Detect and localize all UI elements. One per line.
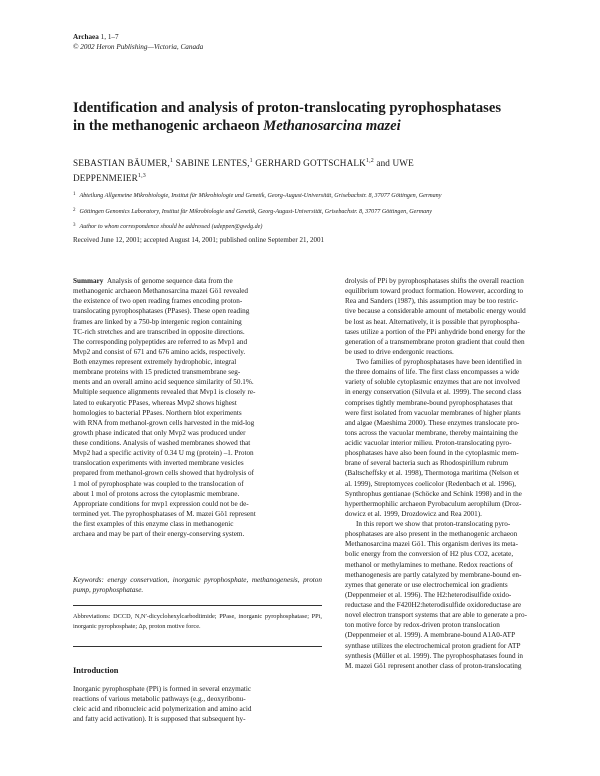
right-column	[345, 276, 594, 671]
abstract-line: Mvp2 had a specific activity of 0.34 U mg (protein) –1. Proton	[73, 449, 254, 458]
col2-line: phosphatases are also present in the methanogenic archaeon	[345, 530, 518, 539]
abbreviations: Abbreviations: DCCD, N,N′-dicyclohexylcarbodiimide; PPase, inorganic pyrophosphatase; PPi, inorganic pyrophosphate; Δp, proton motive force.	[73, 613, 322, 630]
title-line-1: Identification and analysis of proton-translocating pyrophosphatases	[73, 100, 502, 116]
col2-line: Synthrophus gentianae (Schöcke and Schink 1998) and in the	[345, 489, 522, 498]
journal-copyright: © 2002 Heron Publishing—Victoria, Canada	[73, 42, 204, 51]
col2-line: (Deppenmeier et al. 1999). A membrane-bound A1A0-ATP	[345, 631, 516, 640]
abstract-line: Mvp2 and consist of 671 and 676 amino acids, respectively.	[73, 347, 246, 356]
col2-line: tive because a considerable amount of metabolic energy would	[345, 307, 526, 316]
author-4-affil: 1,3	[137, 173, 146, 180]
col2-line: tons across the vacuolar membrane, thereby maintaining the	[345, 428, 518, 437]
col2-line: be lost as heat. Alternatively, it is possible that pyrophospha-	[345, 317, 520, 326]
col2-line: drolysis of PPi by pyrophosphatases shifts the overall reaction	[345, 277, 524, 285]
col2-line: zymes that generate or use electrochemical ion gradients	[345, 580, 508, 589]
affiliation-3	[73, 219, 543, 235]
col2-line: equilibrium toward product formation. However, according to	[345, 287, 524, 296]
author-3-affil: 1,2	[365, 158, 374, 164]
intro-line: cleic acid and ribonucleic acid polymerization and amino acid	[73, 705, 252, 714]
affiliation-3-mark: 3	[73, 223, 76, 229]
col2-line: in energy conservation (Silvula et al. 1999). The second class	[345, 388, 522, 397]
col2-line: al. 1999), Streptomyces coelicolor (Redenbach et al. 1996),	[345, 479, 517, 488]
col2-line: Two families of pyrophosphatases have been identified in	[356, 358, 522, 366]
abstract-line	[73, 276, 322, 286]
intro-line: and fatty acid activation). It is supposed that subsequent hy-	[73, 715, 246, 724]
abstract-line: these conditions. Analysis of washed membranes showed that	[73, 439, 251, 447]
affiliations	[73, 188, 543, 235]
affiliation-1	[73, 188, 543, 204]
paper-title	[73, 99, 533, 135]
divider-rule	[73, 646, 322, 647]
abstract-line: ments and an overall amino acid sequence similarity of 50.1%.	[73, 378, 254, 387]
col2-line: M. mazei Gö1 represent another class of proton-translocating	[345, 661, 522, 670]
introduction-text	[73, 684, 322, 725]
author-1: SEBASTIAN BÄUMER,	[73, 158, 170, 169]
col2-line: (Baltscheffsky et al. 1998), Thermotoga maritima (Nelson et	[345, 469, 519, 478]
abstract	[73, 276, 322, 539]
abstract-heading: Summary	[73, 277, 104, 285]
affiliation-2	[73, 204, 543, 220]
col2-line: reductase and the F420H2:heterodisulfide oxidoreductase are	[345, 601, 522, 609]
journal-header	[73, 33, 203, 52]
affiliation-2-mark: 2	[73, 207, 76, 213]
abstract-line: termined yet. The pyrophosphatases of M. mazei Gö1 represent	[73, 509, 256, 518]
abstract-line: with RNA from methanol-grown cells harvested in the mid-log	[73, 418, 255, 427]
col2-line: and algae (Maeshima 2000). These enzymes translocate pro-	[345, 418, 520, 427]
affiliation-3-text: Author to whom correspondence should be addressed (udeppen@gwdg.de)	[79, 224, 263, 231]
abstract-line: growth phase indicated that only Mvp2 was produced under	[73, 428, 246, 437]
author-2-affil: 1	[249, 158, 253, 164]
col2-line: methanogenesis are partly catalyzed by membrane-bound en-	[345, 570, 522, 579]
abstract-line: membrane proteins with 15 predicted transmembrane seg-	[73, 368, 241, 377]
affiliation-1-text: Abteilung Allgemeine Mikrobiologie, Institut für Mikrobiologie und Genetik, Georg-August-Universität, Grisebachstr. 8, 37077 Göttingen, Germany	[79, 193, 442, 199]
intro-line: Inorganic pyrophosphate (PPi) is formed in several enzymatic	[73, 685, 252, 693]
abstract-line: methanogenic archaeon Methanosarcina mazei Gö1 revealed	[73, 287, 249, 296]
author-4-part: and UWE	[373, 158, 414, 169]
abstract-line: prepared from methanol-grown cells showed that hydrolysis of	[73, 469, 255, 478]
col2-line: Methanosarcina mazei Gö1. This organism derives its meta-	[345, 540, 518, 549]
abstract-line: homologies to bacterial PPases. Northern blot experiments	[73, 408, 242, 417]
abstract-line: translocation experiments with inverted membrane vesicles	[73, 459, 244, 468]
abstract-line: archaea and may be part of their energy-conserving system.	[73, 530, 245, 539]
abstract-line: translocating pyrophosphatases (PPases). These open reading	[73, 307, 250, 316]
abstract-line: about 1 mol of protons across the cytoplasmic membrane.	[73, 489, 240, 498]
journal-name: Archaea	[73, 33, 99, 41]
title-species: Methanosarcina mazei	[263, 118, 401, 134]
col2-line: be used to drive endergonic reactions.	[345, 347, 454, 356]
col2-line: In this report we show that proton-translocating pyro-	[356, 520, 511, 528]
abstract-line: the existence of two open reading frames encoding proton-	[73, 297, 243, 306]
col2-line: novel electron transport systems that are able to generate a pro-	[345, 611, 528, 620]
col2-line: synthesis (Müller et al. 1999). The pyrophosphatases found in	[345, 651, 523, 660]
col2-line: generation of a transmembrane proton gradient that could then	[345, 337, 525, 346]
title-line-2-text: in the methanogenic archaeon	[73, 118, 264, 134]
intro-line: reactions of various metabolic pathways (e.g., deoxyribonu-	[73, 695, 246, 704]
author-2: SABINE LENTES,	[173, 158, 250, 169]
received-dates: Received June 12, 2001; accepted August 14, 2001; published online September 21, 2001	[73, 236, 324, 244]
col2-line: brane of several bacteria such as Rhodospirillum rubrum	[345, 459, 509, 468]
col2-line: the three domains of life. The first class encompasses a wide	[345, 368, 520, 377]
col2-line: hyperthermophilic archaeon Pyrobaculum aerophilum (Droz-	[345, 499, 522, 508]
col2-line: comprises tightly membrane-bound pyrophosphatases that	[345, 398, 513, 407]
col2-line: ton motive force by redox-driven proton translocation	[345, 621, 500, 630]
col2-line: bolic energy from the conversion of H2 plus CO2, acetate,	[345, 550, 514, 559]
journal-volume: 1, 1–7	[100, 33, 119, 41]
title-line-2	[73, 117, 533, 135]
abstract-line: the first examples of this enzyme class in methanogenic	[73, 520, 234, 528]
abstract-line: TC-rich stretches and are transcribed in opposite directions.	[73, 327, 245, 336]
abstract-line: Both enzymes represent extremely hydrophobic, integral	[73, 358, 237, 366]
author-4: DEPPENMEIER	[73, 173, 138, 184]
author-1-affil: 1	[170, 158, 174, 164]
section-heading-introduction: Introduction	[73, 666, 119, 675]
col2-line: acidic vacuolar interior milieu. Proton-translocating pyro-	[345, 439, 512, 447]
affiliation-1-mark: 1	[73, 192, 76, 197]
col2-line: variety of soluble cytoplasmic enzymes that are not involved	[345, 378, 520, 387]
abstract-line: lated to eukaryotic PPases, whereas Mvp2 shows highest	[73, 398, 237, 407]
col2-line: dowicz et al. 1999, Drozdowicz and Rea 2001).	[345, 509, 482, 518]
affiliation-2-text: Göttingen Genomics Laboratory, Institut für Mikrobiologie und Genetik, Georg-August-Universität, Grisebachstr. 8, 37077 Göttingen, Germany	[79, 208, 432, 215]
abstract-line: The corresponding polypeptides are referred to as Mvp1 and	[73, 337, 248, 346]
abstract-line-text: Analysis of genome sequence data from the	[106, 277, 233, 285]
col2-line: were first isolated from vacuolar membranes of higher plants	[345, 408, 521, 417]
col2-line: methanol or methylamines to methane. Redox reactions of	[345, 560, 514, 569]
col2-line: tases utilize a portion of the PPi anhydride bond energy for the	[345, 327, 526, 336]
abstract-line: 1 mol of pyrophosphate was coupled to the translocation of	[73, 479, 244, 488]
col2-line: Rea and Sanders (1987), this assumption may be too restric-	[345, 297, 519, 306]
abstract-line: Multiple sequence alignments revealed that Mvp1 is closely re-	[73, 388, 256, 397]
col2-line: (Deppenmeier et al. 1996). The H2:heterodisulfide oxido-	[345, 590, 512, 599]
abstract-line: frames are linked by a 750-bp intergenic region containing	[73, 317, 242, 326]
col2-line: synthase utilizes the electrochemical proton gradient for ATP	[345, 641, 521, 650]
col2-line: phosphatases have also been found in the cytoplasmic mem-	[345, 449, 519, 458]
author-3: GERHARD GOTTSCHALK	[252, 158, 366, 169]
abstract-line: Appropriate conditions for mvp1 expression could not be de-	[73, 499, 249, 508]
author-list	[73, 155, 533, 185]
keywords: Keywords: energy conservation, inorganic pyrophosphate, methanogenesis, proton pump, pyrophosphatase.	[73, 576, 322, 595]
divider-rule	[73, 605, 322, 606]
